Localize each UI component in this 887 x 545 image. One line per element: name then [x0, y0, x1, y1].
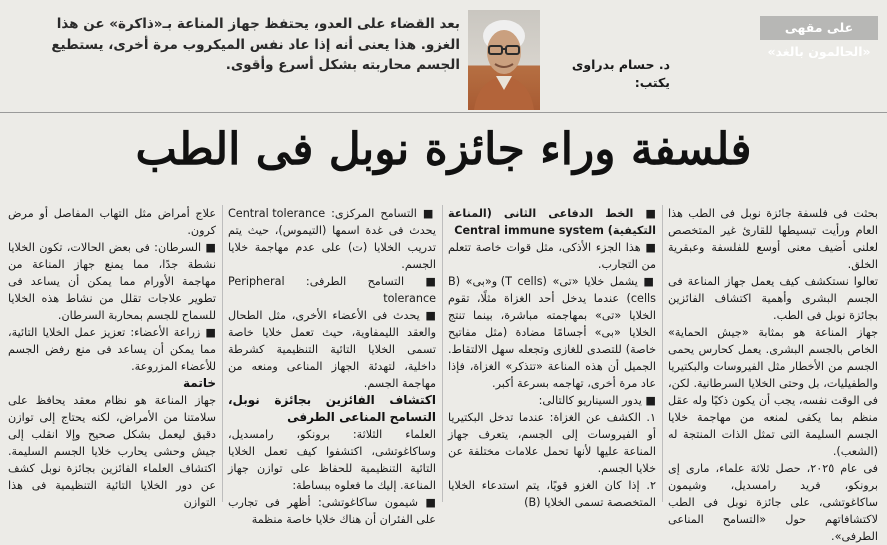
article-paragraph: ١. الكشف عن الغزاة: عندما تدخل البكتيريا أو الفيروسات إلى الجسم، يتعرف جهاز المناعة عليها لأنها تحمل علامات مختلفة عن خلايا الجسم.: [448, 411, 656, 475]
article-headline: فلسفة وراء جائزة نوبل فى الطب: [135, 124, 752, 175]
series-tag: على مقهى «الحالمون بالغد»: [760, 16, 878, 40]
article-paragraph: ■ يشمل خلايا «تى» (T cells) و«بى» (B cells) عندما يدخل أحد الغزاة مثلًا، تقوم الخلايا «تى» بمهاجمته مباشرة، بينما تنتج الخلايا «بى» أجسامًا مضادة (مثل مفاتيح خاصة) للتصدى للغازى وتجعله سهل الالتقاط. الجميل أن هذه المناعة «تتذكر» الغزاة، فإذا عاد مرة أخرى، تهاجمه بسرعة أكبر.: [448, 275, 656, 390]
article-paragraph: علاج أمراض مثل التهاب المفاصل أو مرض كرون.: [8, 207, 216, 237]
author-photo: [468, 10, 540, 110]
article-paragraph: ■ السرطان: فى بعض الحالات، تكون الخلايا نشطة جدًا، مما يمنع جهاز المناعة من مهاجمة الأورام مما يمكن أن يساعد فى تطوير علاجات تقلل من نشاط هذه الخلايا للسماح للجسم بمحاربة السرطان.: [8, 241, 216, 322]
article-column-1: [668, 205, 878, 543]
article-paragraph: ■ التسامح الطرفى: Peripheral tolerance: [228, 275, 436, 305]
article-column-3: [228, 205, 436, 526]
article-paragraph: ■ هذا الجزء الأذكى، مثل قوات خاصة تتعلم من التجارب.: [448, 241, 656, 271]
article-paragraph: بحثت فى فلسفة جائزة نوبل فى الطب هذا العام ورأيت تبسيطها للقارئ غير المتخصص لعلنى أضيف معنى أوسع للفلسفة وعبقرية الخلق.: [668, 207, 878, 271]
intro-text: بعد القضاء على العدو، يحتفظ جهاز المناعة بـ«ذاكرة» عن هذا الغزو. هذا يعنى أنه إذا عاد نفس الميكروب مرة أخرى، يستطيع الجسم محاربته بشكل أسرع وأقوى.: [51, 16, 460, 73]
article-paragraph: ■ الخط الدفاعى الثانى (المناعة التكيفية) Central immune system: [448, 207, 656, 237]
header-divider: [0, 112, 887, 113]
author-writes: يكتب:: [634, 75, 670, 90]
section-subheading: اكتشاف الفائزين بجائزة نوبل، التسامح المناعى الطرفى: [228, 393, 436, 424]
article-column-4: [8, 205, 216, 509]
article-paragraph: العلماء الثلاثة: برونكو، رامسديل، وساكاغوتشى، اكتشفوا كيف تعمل الخلايا التائية التنظيمية للحفاظ على توازن جهاز المناعة. إليك ما فعلوه ببساطة:: [228, 428, 436, 492]
column-divider: [222, 205, 223, 502]
article-paragraph: جهاز المناعة هو نظام معقد يحافظ على سلامتنا من الأمراض، لكنه يحتاج إلى توازن دقيق ليعمل بشكل صحيح وإلا انقلب إلى جيش وحشى يحارب خلايا الجسم السليمة. اكتشاف العلماء الفائزين بجائزة نوبل كشف عن دور الخلايا التائية التنظيمية فى هذا التوازن: [8, 394, 216, 509]
article-paragraph: ■ زراعة الأعضاء: تعزيز عمل الخلايا التائية، مما يمكن أن يساعد فى منع رفض الجسم للأعضاء المزروعة.: [8, 326, 216, 373]
author-byline: [552, 56, 670, 92]
author-name: د. حسام بدراوى: [571, 57, 670, 72]
article-paragraph: ٢. إذا كان الغزو قويًا، يتم استدعاء الخلايا المتخصصة تسمى الخلايا (B): [448, 479, 656, 509]
article-paragraph: تعالوا نستكشف كيف يعمل جهاز المناعة فى الجسم البشرى وأهمية اكتشاف الفائزين بجائزة نوبل فى الطب.: [668, 275, 878, 322]
article-paragraph: ■ يحدث فى الأعضاء الأخرى، مثل الطحال والعقد الليمفاوية، حيث تعمل خلايا خاصة تسمى الخلايا التائية التنظيمية كشرطة داخلية، لتهدئة الجهاز المناعى ومنعه من مهاجمة الجسم.: [228, 309, 436, 390]
column-divider: [442, 205, 443, 502]
article-column-2: [448, 205, 656, 509]
article-paragraph: جهاز المناعة هو بمثابة «جيش الحماية» الخاص بالجسم البشرى. يعمل كحارس يحمى الجسم من الأخطار مثل الفيروسات والبكتيريا والطفيليات، بل وحتى الخلايا السرطانية. لكن، فى الوقت نفسه، يجب أن يكون ذكيًا وله عقل منظم بما يكفى لمنعه من مهاجمة خلايا الجسم السليمة التى تمثل الذات المنتجة له (الشعب).: [668, 326, 878, 458]
article-paragraph: ■ التسامح المركزى: Central tolerance يحدث فى غدة اسمها (التيموس)، حيث يتم تدريب الخلايا (ت) على عدم مهاجمة خلايا الجسم.: [228, 207, 436, 271]
column-divider: [662, 205, 663, 502]
article-paragraph: فى عام ٢٠٢٥، حصل ثلاثة علماء، مارى إى برونكو، فريد رامسديل، وشيمون ساكاغوتشى، على جائزة نوبل فى الطب لاكتشافاتهم حول «التسامح المناعى الطرفى».: [668, 462, 878, 543]
article-paragraph: ■ شيمون ساكاغوتشى: أظهر فى تجارب على الفئران أن هناك خلايا خاصة منظمة: [228, 496, 436, 526]
article-paragraph: ■ يدور السيناريو كالتالى:: [538, 394, 656, 407]
section-subheading: خاتمة: [183, 376, 216, 390]
article-header: [0, 0, 887, 112]
